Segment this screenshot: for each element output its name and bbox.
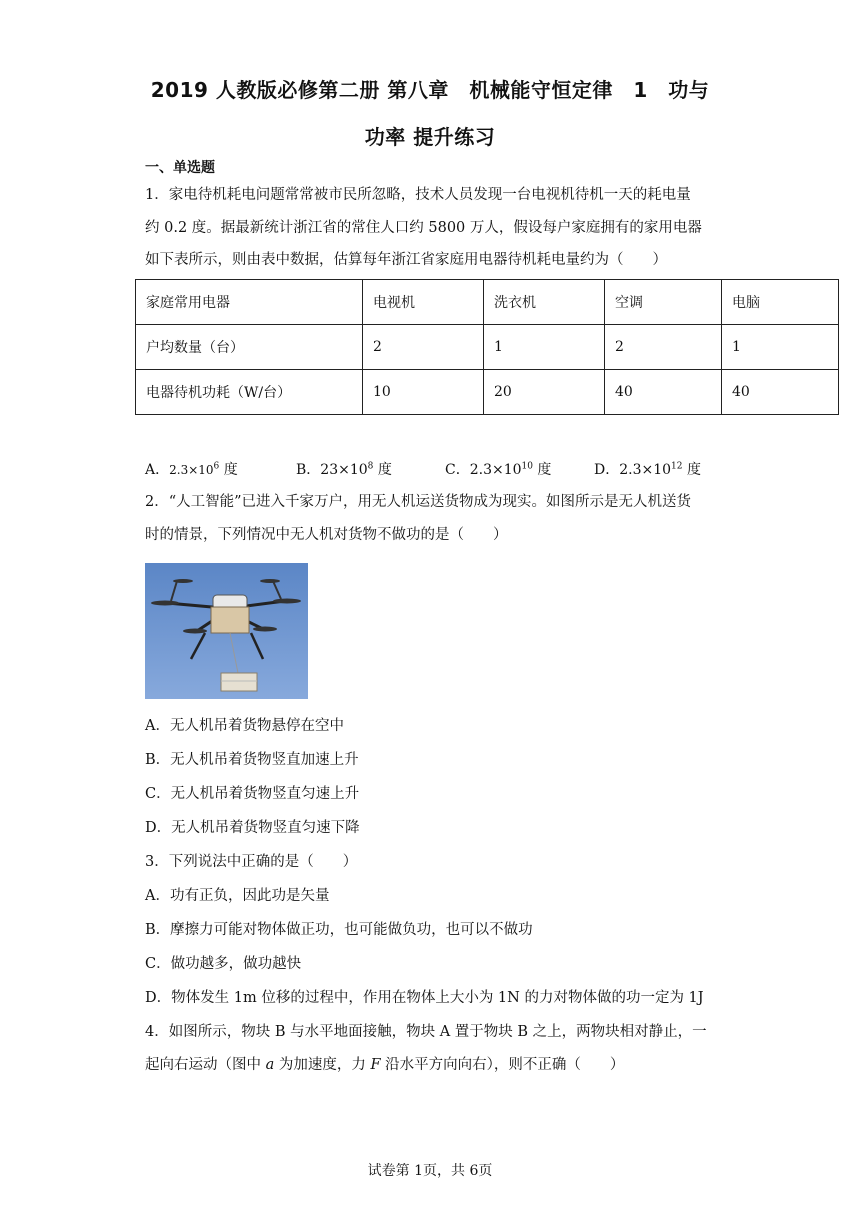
table-cell: 1 [484,325,605,370]
document-title-line-2: 功率 提升练习 [364,125,496,149]
q2-option-a: A．无人机吊着货物悬停在空中 [145,718,344,734]
table-cell: 洗衣机 [484,280,605,325]
q2-option-b: B．无人机吊着货物竖直加速上升 [145,752,359,768]
option-label: D． [594,462,620,478]
table-cell: 2 [605,325,722,370]
table-cell: 户均数量（台） [136,325,363,370]
option-value: 2.3×10 [169,463,214,477]
table-cell: 20 [484,370,605,415]
q2-option-d: D．无人机吊着货物竖直匀速下降 [145,820,360,836]
option-unit: 度 [373,462,392,478]
force-symbol: F [370,1057,381,1073]
q3-option-c: C．做功越多，做功越快 [145,956,302,972]
table-cell: 40 [605,370,722,415]
option-unit: 度 [532,462,552,478]
option-exponent: 8 [367,461,374,472]
table-cell: 电脑 [722,280,839,325]
q4-stem-line-1: 4．如图所示，物块 B 与水平地面接触，物块 A 置于物块 B 之上，两物块相对静止，一 [145,1024,707,1040]
table-cell: 1 [722,325,839,370]
option-unit: 度 [682,462,701,478]
option-value: 23×10 [320,462,368,478]
option-exponent: 12 [671,461,683,472]
option-label: A． [145,462,170,478]
table-cell: 电器待机功耗（W/台） [136,370,363,415]
page-footer: 试卷第 1页，共 6页 [367,1163,493,1179]
option-exponent: 10 [521,461,533,472]
option-label: C． [445,462,470,478]
q1-stem-line-1: 1．家电待机耗电问题常常被市民所忽略，技术人员发现一台电视机待机一天的耗电量 [145,187,691,203]
table-cell: 40 [722,370,839,415]
table-cell: 2 [363,325,484,370]
table-header-row [136,280,839,325]
q1-option-a [145,459,238,479]
q3-stem: 3．下列说法中正确的是（ ） [145,854,358,870]
q2-stem-line-2: 时的情景，下列情况中无人机对货物不做功的是（ ） [145,527,508,543]
table-cell: 10 [363,370,484,415]
table-cell: 电视机 [363,280,484,325]
q1-stem-line-2: 约 0.2 度。据最新统计浙江省的常住人口约 5800 万人，假设每户家庭拥有的家用电器 [145,220,702,236]
q1-option-b [296,459,392,479]
q4-text: 沿水平方向向右），则不正确（ ） [380,1057,625,1073]
q1-stem-line-3: 如下表所示，则由表中数据，估算每年浙江省家庭用电器待机耗电量约为（ ） [145,252,667,268]
q4-text: 起向右运动（图中 [145,1057,266,1073]
q3-option-d: D．物体发生 1m 位移的过程中，作用在物体上大小为 1N 的力对物体做的功一定为 1J [145,990,704,1006]
q3-option-a: A．功有正负，因此功是矢量 [145,888,330,904]
section-heading: 一、单选题 [145,160,215,176]
option-exponent: 6 [213,461,220,472]
option-unit: 度 [219,462,238,478]
table-row [136,325,839,370]
table-cell: 空调 [605,280,722,325]
acceleration-symbol: a [265,1057,275,1073]
q2-option-c: C．无人机吊着货物竖直匀速上升 [145,786,360,802]
option-value: 2.3×10 [619,462,672,478]
option-label: B． [296,462,321,478]
q2-stem-line-1: 2．“人工智能”已进入千家万户，用无人机运送货物成为现实。如图所示是无人机送货 [145,494,692,510]
document-title-line-1: 2019 人教版必修第二册 第八章 机械能守恒定律 1 功与 [150,78,710,102]
option-value: 2.3×10 [469,462,522,478]
q1-option-d [594,459,701,479]
table-cell: 家庭常用电器 [136,280,363,325]
q4-stem-line-2 [145,1055,624,1075]
drone-delivery-photo [145,563,308,699]
appliance-table [135,279,839,415]
q3-option-b: B．摩擦力可能对物体做正功，也可能做负功，也可以不做功 [145,922,533,938]
q1-option-c [445,459,551,479]
q4-text: 为加速度，力 [274,1057,371,1073]
table-row [136,370,839,415]
